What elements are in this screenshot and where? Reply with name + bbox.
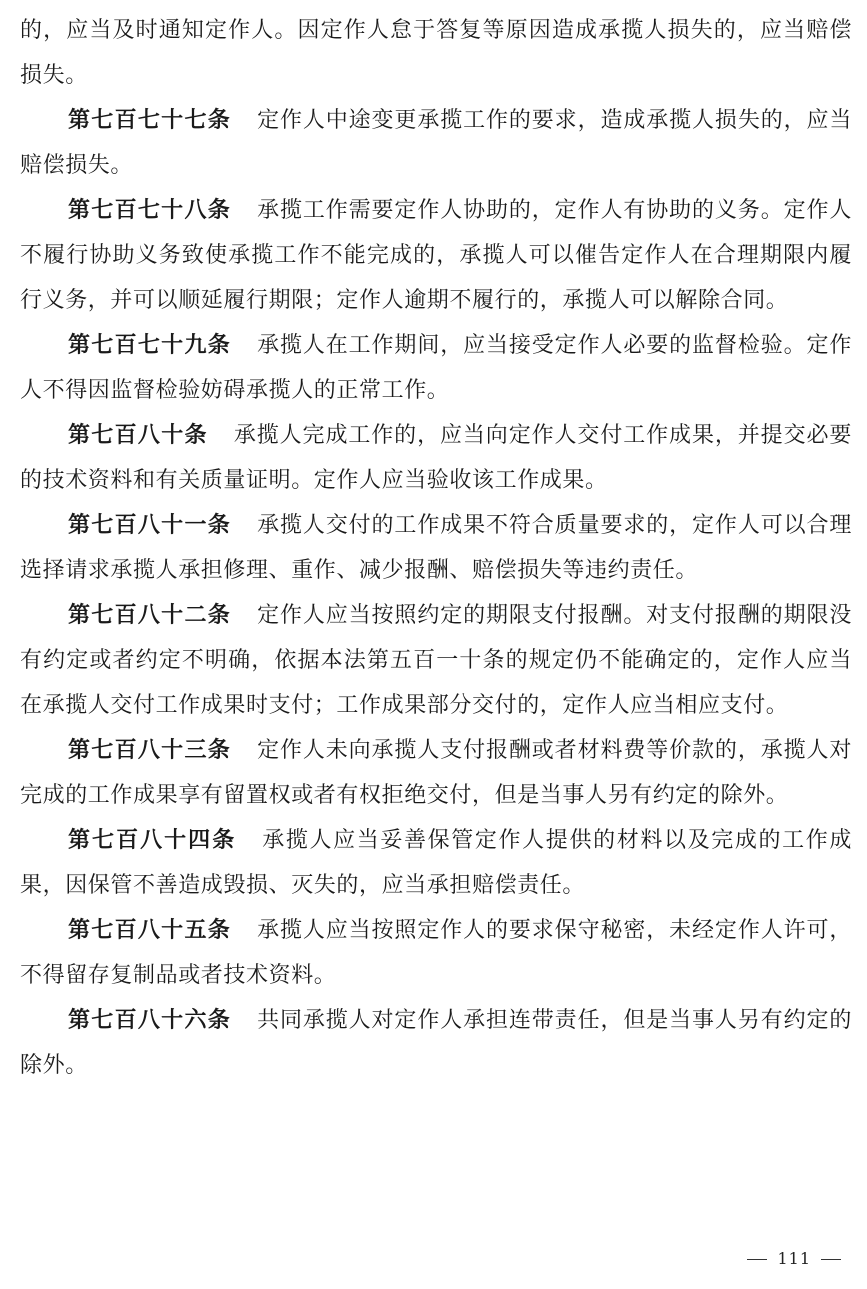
continuation-paragraph: 的，应当及时通知定作人。因定作人怠于答复等原因造成承揽人损失的，应当赔偿损失。 [20,18,852,88]
article-number: 第七百八十条 [68,423,208,448]
article-778 [20,188,852,323]
article-number: 第七百七十九条 [68,333,232,358]
article-779 [20,323,852,413]
article-text: 承揽人交付的工作成果不符合质量要求的，定作人可以合理选择请求承揽人承担修理、重作、减少报酬、赔偿损失等违约责任。 [20,513,852,583]
article-number: 第七百八十五条 [68,918,232,943]
article-text: 承揽人应当按照定作人的要求保守秘密，未经定作人许可，不得留存复制品或者技术资料。 [20,918,852,988]
article-text: 共同承揽人对定作人承担连带责任，但是当事人另有约定的除外。 [20,1008,852,1078]
right-dash-decoration [821,1259,841,1260]
article-number: 第七百八十一条 [68,513,232,538]
article-783 [20,728,852,818]
article-text: 定作人中途变更承揽工作的要求，造成承揽人损失的，应当赔偿损失。 [20,108,852,178]
article-785 [20,908,852,998]
article-number: 第七百七十八条 [68,198,232,223]
article-number: 第七百八十三条 [68,738,232,763]
article-text: 承揽人应当妥善保管定作人提供的材料以及完成的工作成果，因保管不善造成毁损、灭失的，应当承担赔偿责任。 [20,828,852,898]
article-number: 第七百八十四条 [68,828,237,853]
page-content [20,8,852,1088]
page-number: 111 [777,1249,811,1268]
article-text: 定作人未向承揽人支付报酬或者材料费等价款的，承揽人对完成的工作成果享有留置权或者有权拒绝交付，但是当事人另有约定的除外。 [20,738,852,808]
article-780 [20,413,852,503]
article-number: 第七百八十六条 [68,1008,232,1033]
article-number: 第七百七十七条 [68,108,232,133]
article-786 [20,998,852,1088]
left-dash-decoration [747,1259,767,1260]
article-text: 承揽人在工作期间，应当接受定作人必要的监督检验。定作人不得因监督检验妨碍承揽人的正常工作。 [20,333,852,403]
page-number-footer [747,1247,841,1271]
article-text: 承揽人完成工作的，应当向定作人交付工作成果，并提交必要的技术资料和有关质量证明。定作人应当验收该工作成果。 [20,423,852,493]
article-782 [20,593,852,728]
article-781 [20,503,852,593]
article-text: 承揽工作需要定作人协助的，定作人有协助的义务。定作人不履行协助义务致使承揽工作不能完成的，承揽人可以催告定作人在合理期限内履行义务，并可以顺延履行期限；定作人逾期不履行的，承揽人可以解除合同。 [20,198,852,313]
article-number: 第七百八十二条 [68,603,232,628]
article-784 [20,818,852,908]
article-text: 定作人应当按照约定的期限支付报酬。对支付报酬的期限没有约定或者约定不明确，依据本法第五百一十条的规定仍不能确定的，定作人应当在承揽人交付工作成果时支付；工作成果部分交付的，定作人应当相应支付。 [20,603,852,718]
article-777 [20,98,852,188]
